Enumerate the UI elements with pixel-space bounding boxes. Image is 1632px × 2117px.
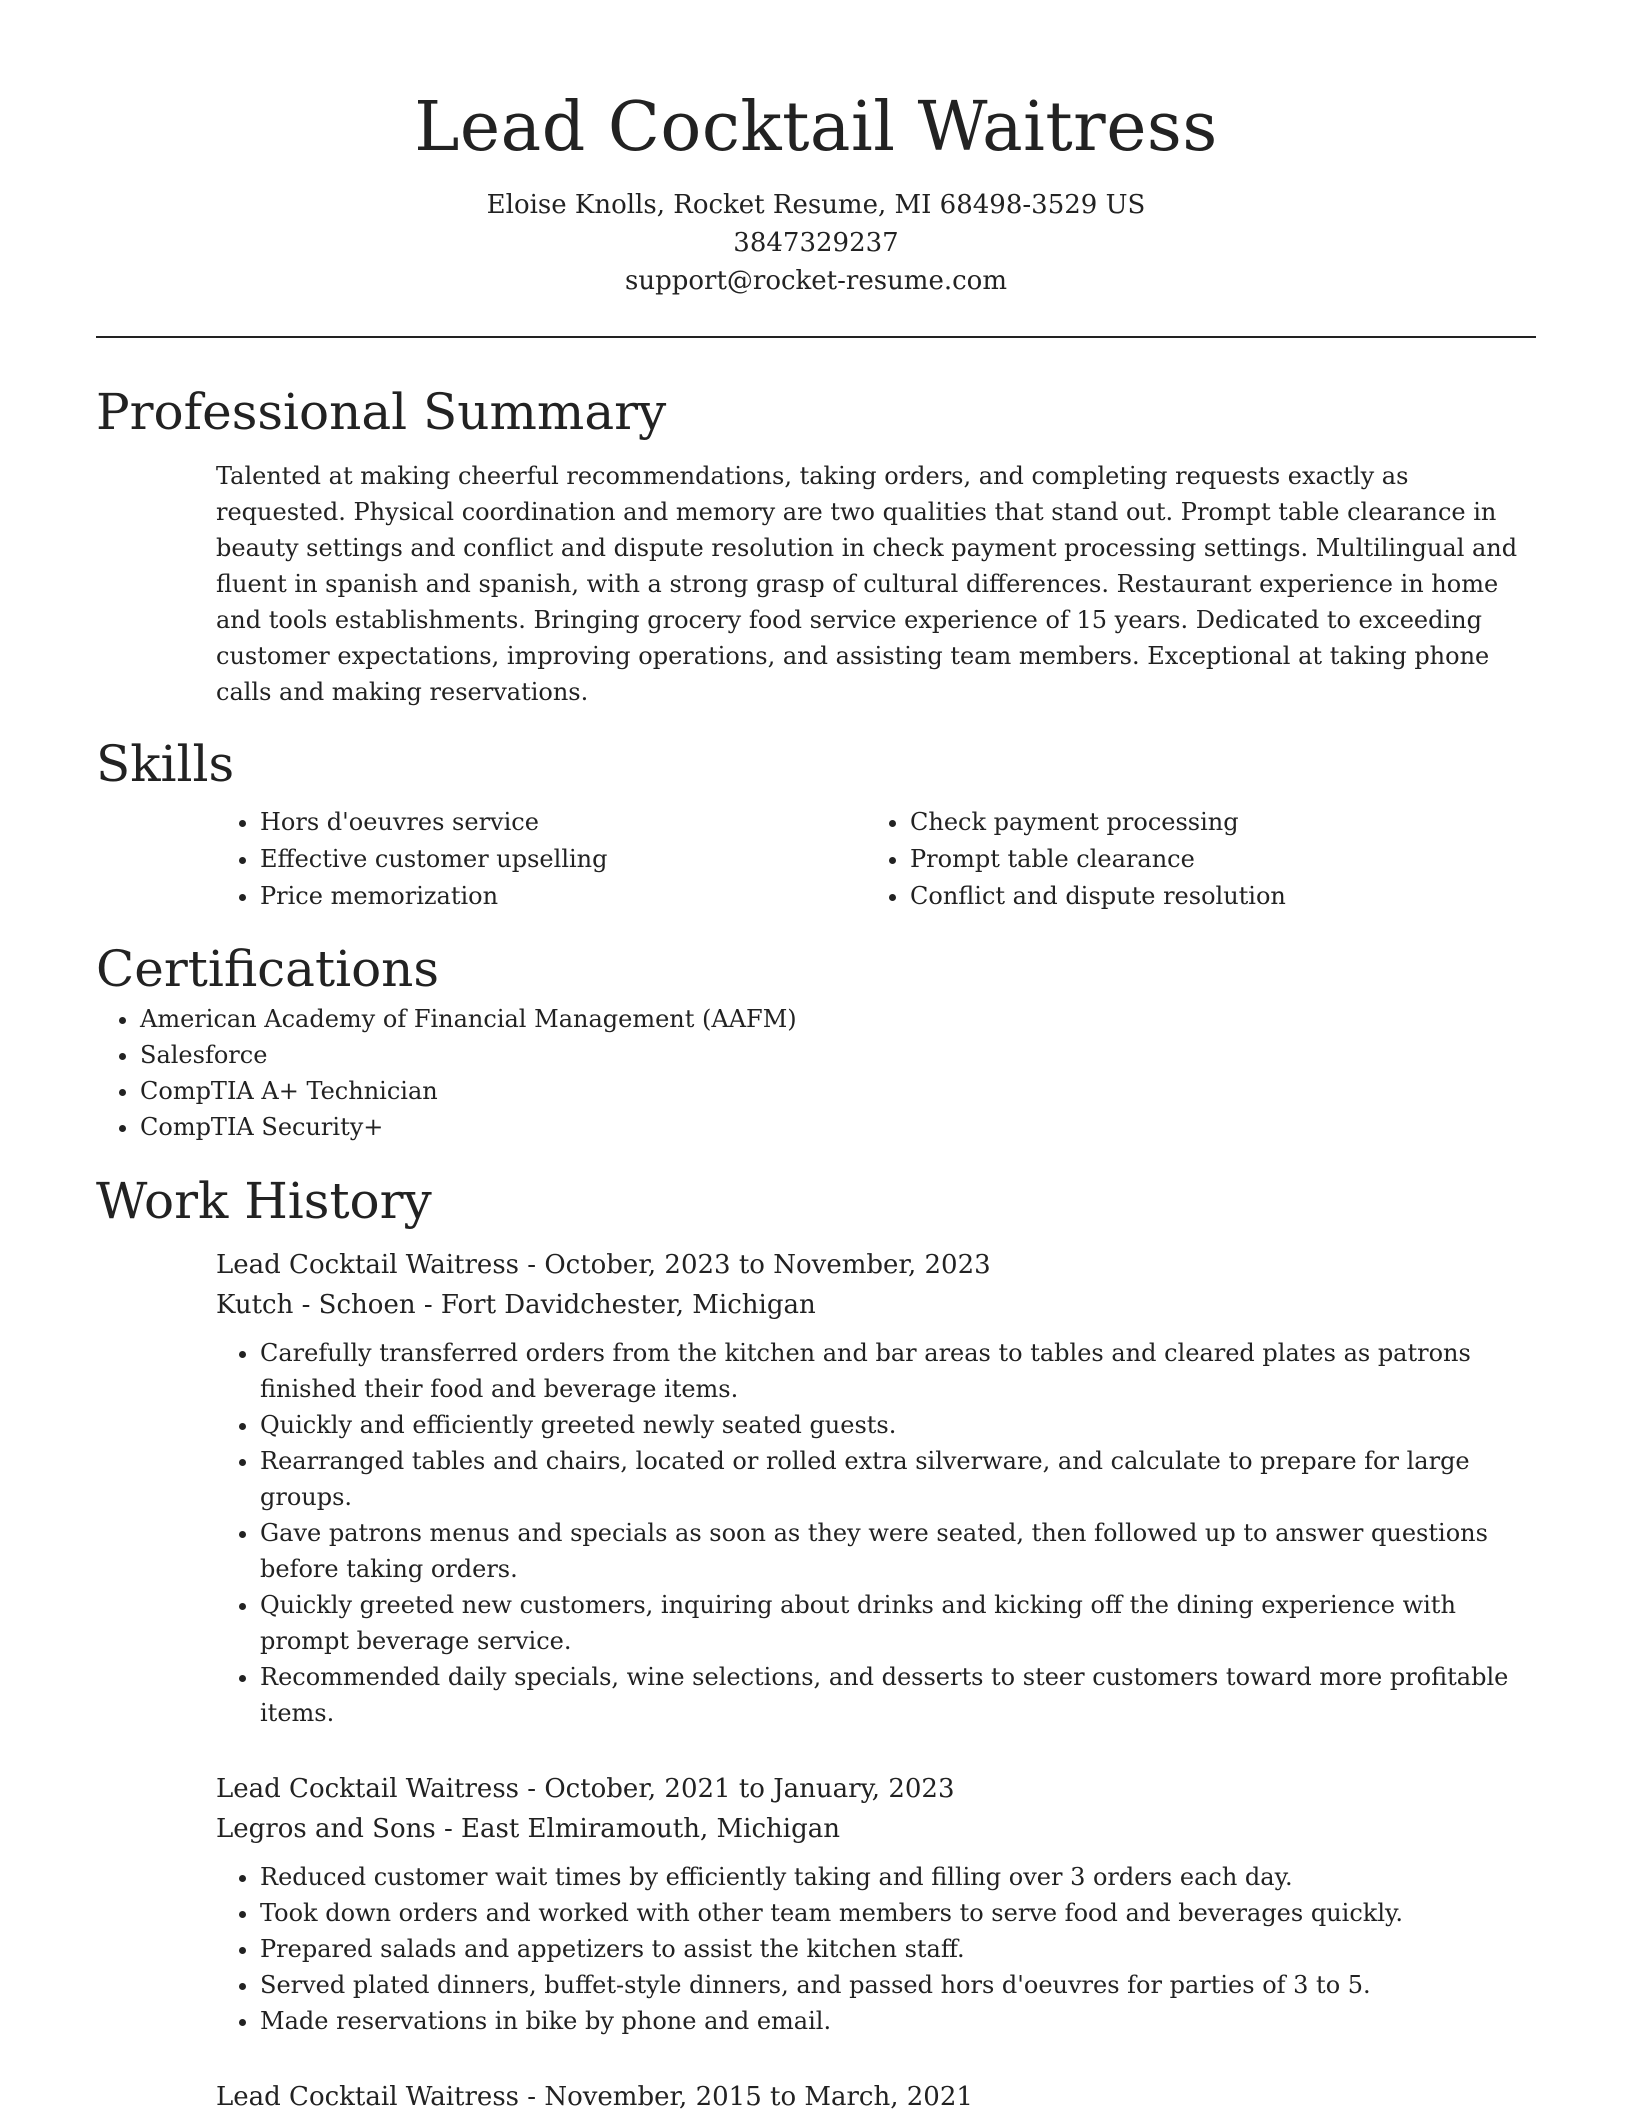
skill-item: • Check payment processing	[910, 804, 1516, 841]
job-bullet: • Carefully transferred orders from the kitchen and bar areas to tables and cleared plates as patrons finished their food and beverage items.	[260, 1335, 1536, 1407]
certifications-heading: Certifications	[96, 940, 440, 998]
job-company-location: Legros and Sons - East Elmiramouth, Michigan	[216, 1814, 840, 1844]
job-title-dates: Lead Cocktail Waitress - October, 2023 to November, 2023	[216, 1250, 991, 1280]
skills-right-column	[866, 804, 1516, 915]
skills-left-column	[216, 804, 866, 915]
job-bullet: • Served plated dinners, buffet-style dinners, and passed hors d'oeuvres for parties of 3 to 5.	[260, 1967, 1536, 2003]
job-company-location: Kutch - Schoen - Fort Davidchester, Michigan	[216, 1290, 816, 1320]
resume-header	[96, 0, 1536, 300]
certification-item: • CompTIA A+ Technician	[140, 1073, 1536, 1109]
job-title-dates: Lead Cocktail Waitress - October, 2021 to January, 2023	[216, 1774, 955, 1804]
skill-item: • Hors d'oeuvres service	[260, 804, 866, 841]
job-title-dates: Lead Cocktail Waitress - November, 2015 to March, 2021	[216, 2082, 973, 2112]
job-bullet: • Reduced customer wait times by efficiently taking and filling over 3 orders each day.	[260, 1859, 1536, 1895]
job-bullets	[216, 1859, 1536, 2039]
skill-item: • Price memorization	[260, 878, 866, 915]
certification-item: • American Academy of Financial Management (AAFM)	[140, 1001, 1536, 1037]
job-bullet: • Gave patrons menus and specials as soon as they were seated, then followed up to answer questions before taking orders.	[260, 1515, 1536, 1587]
skill-item: • Conflict and dispute resolution	[910, 878, 1516, 915]
job-bullet: • Recommended daily specials, wine selections, and desserts to steer customers toward more profitable items.	[260, 1659, 1536, 1731]
job-bullet: • Rearranged tables and chairs, located or rolled extra silverware, and calculate to prepare for large groups.	[260, 1443, 1536, 1515]
certification-item: • Salesforce	[140, 1037, 1536, 1073]
contact-phone: 3847329237	[733, 228, 899, 258]
contact-block	[96, 186, 1536, 300]
summary-heading: Professional Summary	[96, 383, 667, 441]
skills-heading: Skills	[96, 735, 235, 793]
resume-page	[96, 0, 1536, 2117]
job-entry	[216, 1245, 1536, 1731]
header-divider	[96, 336, 1536, 338]
job-bullets	[216, 1335, 1536, 1731]
skill-item: • Prompt table clearance	[910, 841, 1516, 878]
job-bullet: • Made reservations in bike by phone and email.	[260, 2003, 1536, 2039]
job-entry	[216, 2077, 1536, 2117]
job-bullet: • Quickly greeted new customers, inquiring about drinks and kicking off the dining experience with prompt beverage service.	[260, 1587, 1536, 1659]
summary-text: Talented at making cheerful recommendations, taking orders, and completing requests exactly as requested. Physical coordination and memory are two qualities that stand out. Prompt table clearance in beauty settings and conflict and dispute resolution in check payment processing settings. Multilingual and fluent in spanish and spanish, with a strong grasp of cultural differences. Restaurant experience in home and tools establishments. Bringing grocery food service experience of 15 years. Dedicated to exceeding customer expectations, improving operations, and assisting team members. Exceptional at taking phone calls and making reservations.	[216, 462, 1518, 706]
skill-item: • Effective customer upselling	[260, 841, 866, 878]
certification-item: • CompTIA Security+	[140, 1109, 1536, 1145]
job-bullet: • Prepared salads and appetizers to assist the kitchen staff.	[260, 1931, 1536, 1967]
skills-grid	[216, 804, 1536, 915]
contact-address: Eloise Knolls, Rocket Resume, MI 68498-3529 US	[486, 190, 1146, 220]
resume-title: Lead Cocktail Waitress	[414, 88, 1218, 167]
job-bullet: • Quickly and efficiently greeted newly seated guests.	[260, 1407, 1536, 1443]
job-entry	[216, 1769, 1536, 2039]
contact-email: support@rocket-resume.com	[624, 266, 1007, 296]
work-history-heading: Work History	[96, 1172, 432, 1230]
job-bullet: • Took down orders and worked with other team members to serve food and beverages quickly.	[260, 1895, 1536, 1931]
certifications-list	[96, 1001, 1536, 1145]
